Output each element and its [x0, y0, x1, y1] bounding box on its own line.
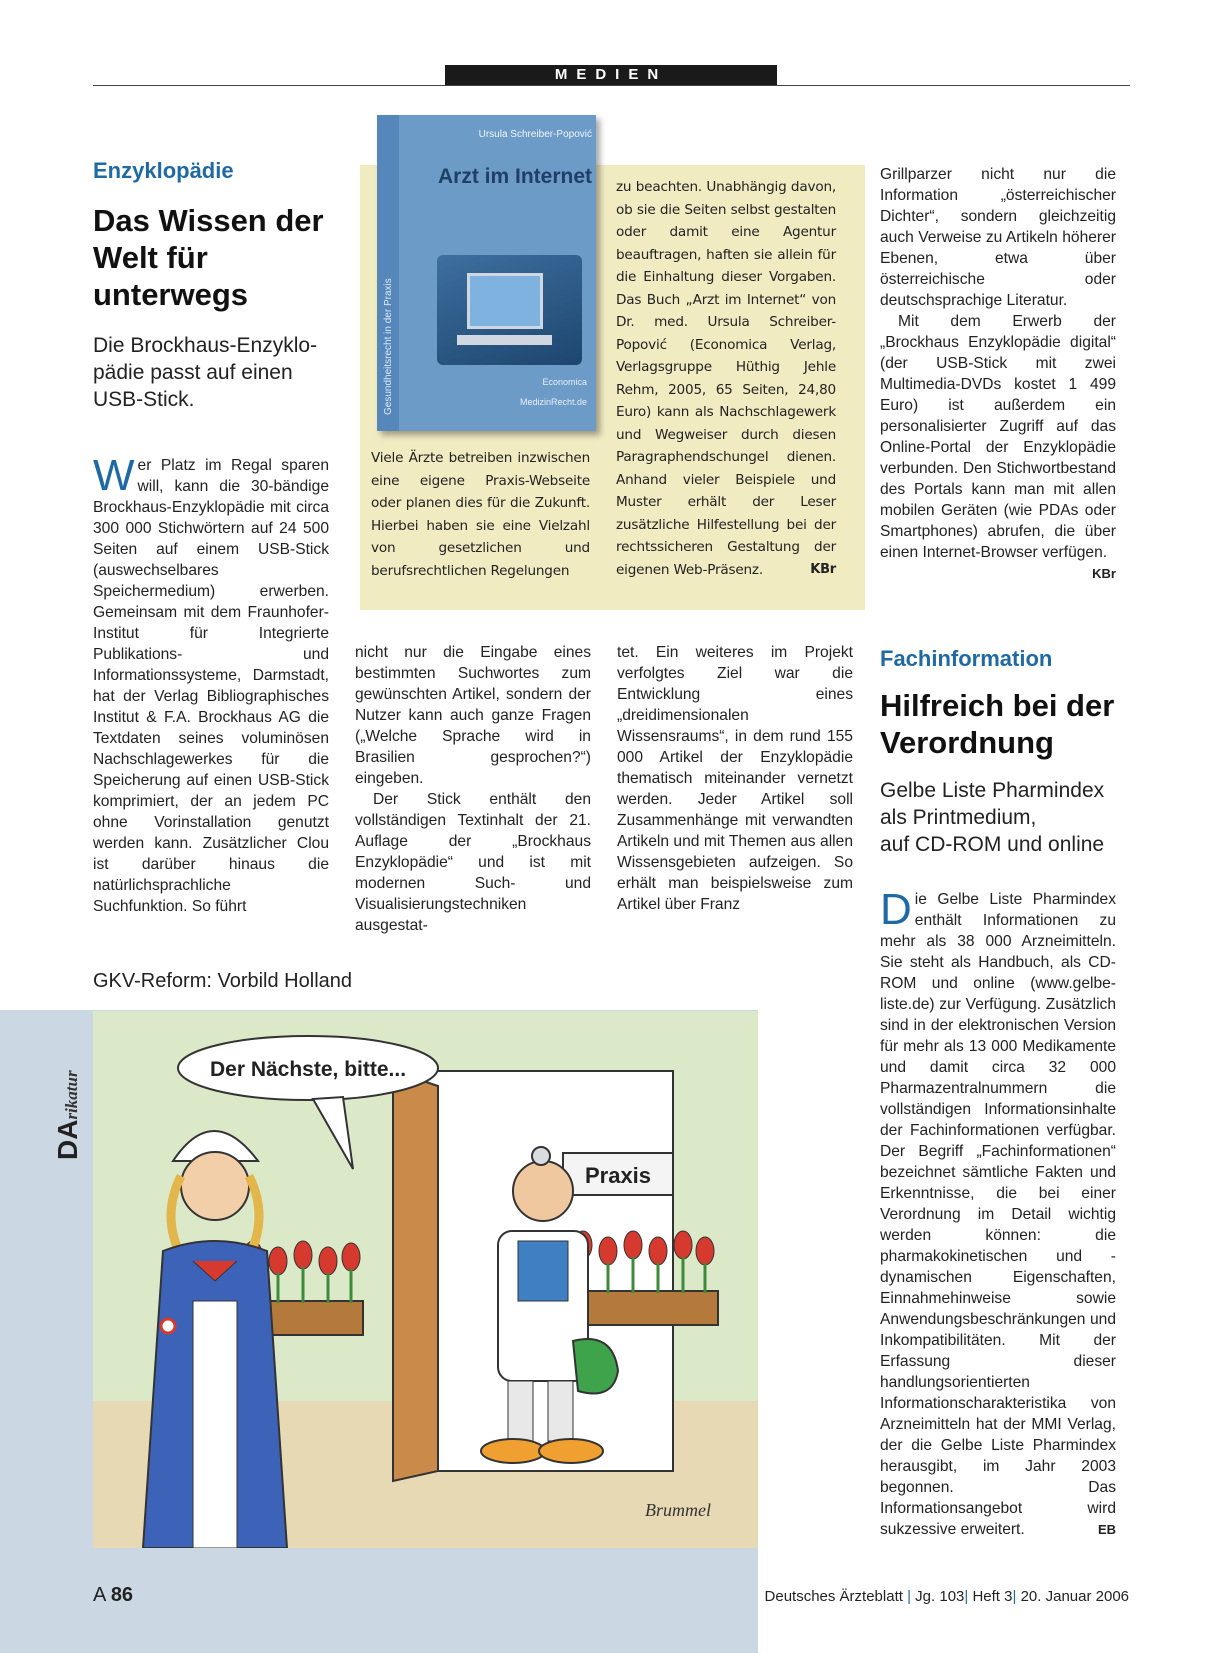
- deck-line: Gelbe Liste Pharmindex: [880, 779, 1105, 802]
- header-rule: [93, 85, 1130, 86]
- article2-signature: EB: [1097, 1522, 1116, 1537]
- article1-headline: [93, 202, 343, 313]
- headline-line: Verordnung: [880, 725, 1054, 760]
- book-spine-text: Gesundheitsrecht in der Praxis: [383, 278, 394, 415]
- cartoon-caption: GKV-Reform: Vorbild Holland: [93, 970, 353, 992]
- article1-column-3: tet. Ein weiteres im Projekt verfolgtes Ziel war die Entwicklung eines „dreidimensionalen Wissensraums“, in dem rund 155 000 Artikel der Enzyklopädie thematisch miteinander vernetzt werden. Jeder Artikel soll Zusammenhänge mit verwandten Artikeln und mit Themen aus allen Wissensgebieten aufzeigen. So erhält man beispielsweise zum Artikel über Franz: [617, 644, 853, 913]
- page-number-value: 86: [110, 1584, 134, 1606]
- book-box-signature: KBr: [810, 561, 836, 577]
- article1-kicker: Enzyklopädie: [93, 158, 234, 183]
- article2-kicker: Fachinformation: [880, 646, 1053, 671]
- book-publisher: Economica: [542, 377, 587, 387]
- book-box-column-2: [616, 176, 836, 581]
- cartoon-image: [93, 1011, 758, 1548]
- speech-bubble-text: Der Nächste, bitte...: [209, 1058, 407, 1081]
- cartoonist-signature: Brummel: [645, 1500, 711, 1520]
- side-label-da: DA: [52, 1119, 83, 1160]
- door-panel: [393, 1071, 438, 1481]
- article2-headline: [880, 687, 1125, 761]
- headline-line: Hilfreich bei der: [880, 688, 1115, 723]
- door-sign-text: Praxis: [584, 1163, 652, 1188]
- deck-line: Die Brockhaus-Enzyklo-: [93, 334, 318, 357]
- article2-deck: [880, 777, 1125, 858]
- article1-text: Mit dem Erwerb der „Brockhaus Enzyklopädie digital“ (der USB-Stick mit zwei Multimedia-DVDs kostet 1 499 Euro) ist außerdem ein personalisierter Zugriff auf das Online-Portal der Enzyklopädie verbunden. Den Stichwortbestand des Portals kann man mit allen mobilen Geräten (wie PDAs oder Smartphones) abrufen, die über einen Internet-Browser verfügen.: [880, 313, 1116, 561]
- computer-photo: [437, 255, 582, 365]
- book-cover-image: [377, 115, 596, 431]
- deck-line: auf CD-ROM und online: [880, 833, 1105, 856]
- headline-line: Das Wissen der: [93, 203, 324, 238]
- page-prefix: A: [93, 1584, 106, 1606]
- article1-deck: [93, 332, 343, 413]
- headline-line: Welt für: [93, 240, 208, 275]
- journal-volume: Jg. 103: [915, 1588, 965, 1605]
- article1-text: er Platz im Regal sparen will, kann die 30-bändige Brockhaus-Enzyklopädie mit circa 300 000 Stichwörtern auf 24 500 Seiten auf einem USB-Stick (auswechselbares Speichermedium) erwerben. Gemeinsam mit dem Fraunhofer-Institut für Integrierte Publikations- und Informationssysteme, Darmstadt, hat der Verlag Bibliographisches Institut & F.A. Brockhaus AG die Textdaten seines voluminösen Nachschlagewerkes für die Speicherung auf einen USB-Stick komprimiert, der an jedem PC ohne Vorinstallation genutzt werden kann. Zusätzlicher Clou ist darüber hinaus die natürlichsprachliche Suchfunktion. So führt: [93, 457, 329, 915]
- book-box-text: zu beachten. Unabhängig davon, ob sie die Seiten selbst gestalten oder damit eine Agentur beauftragen, haften sie allein für die Einhaltung dieser Vorgaben. Das Buch „Arzt im Internet“ von Dr. med. Ursula Schreiber-Popović (Economica Verlag, Verlagsgruppe Hüthig Jehle Rehm, 2005, 65 Seiten, 24,80 Euro) kann als Nachschlagewerk und Wegweiser durch diesen Paragraphendschungel dienen. Anhand vieler Beispiele und Muster erhält der Leser zusätzliche Hilfestellung bei der rechtssicheren Gestaltung der eigenen Web-Präsenz.: [616, 179, 836, 578]
- deck-line: pädie passt auf einen: [93, 361, 293, 384]
- article1-column-2: [355, 642, 591, 936]
- article2-text: ie Gelbe Liste Pharmindex enthält Informationen zu mehr als 38 000 Arzneimitteln. Sie steht als Handbuch, als CD-ROM und online (www.gelbe-liste.de) zur Verfügung. Zusätzlich sind in der elektronischen Version für mehr als 13 000 Medikamente und damit circa 32 000 Pharmazentralnummern die vollständigen Informationsinhalte der Fachinformationen verfügbar. Der Begriff „Fachinformationen“ bezeichnet sämtliche Fakten und Erkenntnisse, die bei einer Verordnung im Detail wichtig werden können: die pharmakokinetischen und -dynamischen Eigenschaften, Einnahmehinweise sowie Anwendungsbeschränkungen und Inkompatibilitäten. Mit der Erfassung dieser handlungsorientierten Informationscharakteristika von Arzneimitteln hat der MMI Verlag, der die Gelbe Liste Pharmindex herausgibt, im Jahr 2003 begonnen. Das Informationsangebot wird sukzessive erweitert.: [880, 891, 1116, 1538]
- article1-text: Der Stick enthält den vollständigen Textinhalt der 21. Auflage der „Brockhaus Enzyklopädie“ und ist mit modernen Such- und Visualisierungstechniken ausgestat-: [355, 791, 591, 934]
- footer-citation: Deutsches Ärzteblatt | Jg. 103| Heft 3| 20. Januar 2006: [764, 1588, 1129, 1605]
- article1-text: Grillparzer nicht nur die Information „österreichischer Dichter“, sondern gleichzeitig auch Verweise zu Artikeln höherer Ebenen, etwa über österreichische oder deutschsprachige Literatur.: [880, 166, 1116, 309]
- page-number: [93, 1584, 133, 1607]
- article1-signature: KBr: [1092, 566, 1116, 581]
- journal-issue: Heft 3: [972, 1588, 1013, 1605]
- dropcap: W: [93, 451, 135, 500]
- headline-line: unterwegs: [93, 277, 249, 312]
- journal-name: Deutsches Ärzteblatt: [764, 1588, 903, 1605]
- deck-line: als Printmedium,: [880, 806, 1037, 829]
- dropcap: D: [880, 885, 912, 934]
- book-title: Arzt im Internet: [437, 165, 592, 188]
- article1-column-1: [93, 451, 329, 917]
- deck-line: USB-Stick.: [93, 388, 195, 411]
- book-author: Ursula Schreiber-Popović: [478, 129, 592, 140]
- article2-body: [880, 885, 1116, 1540]
- darikatur-side-label: [52, 1025, 84, 1160]
- book-box-column-1: Viele Ärzte betreiben inzwischen eine eigene Praxis-Webseite oder planen dies für die Zukunft. Hierbei haben sie eine Vielzahl von gesetzlichen und berufsrechtlichen Regelungen: [371, 450, 590, 579]
- book-website: MedizinRecht.de: [519, 397, 587, 407]
- section-header: MEDIEN: [445, 65, 777, 85]
- article1-text: nicht nur die Eingabe eines bestimmten Suchwortes zum gewünschten Artikel, sondern der Nutzer kann auch ganze Fragen („Welche Sprache wird in Brasilien gesprochen?“) eingeben.: [355, 644, 591, 787]
- article1-column-4: [880, 164, 1116, 584]
- journal-date: 20. Januar 2006: [1020, 1588, 1129, 1605]
- side-label-rikatur: rikatur: [62, 1070, 81, 1120]
